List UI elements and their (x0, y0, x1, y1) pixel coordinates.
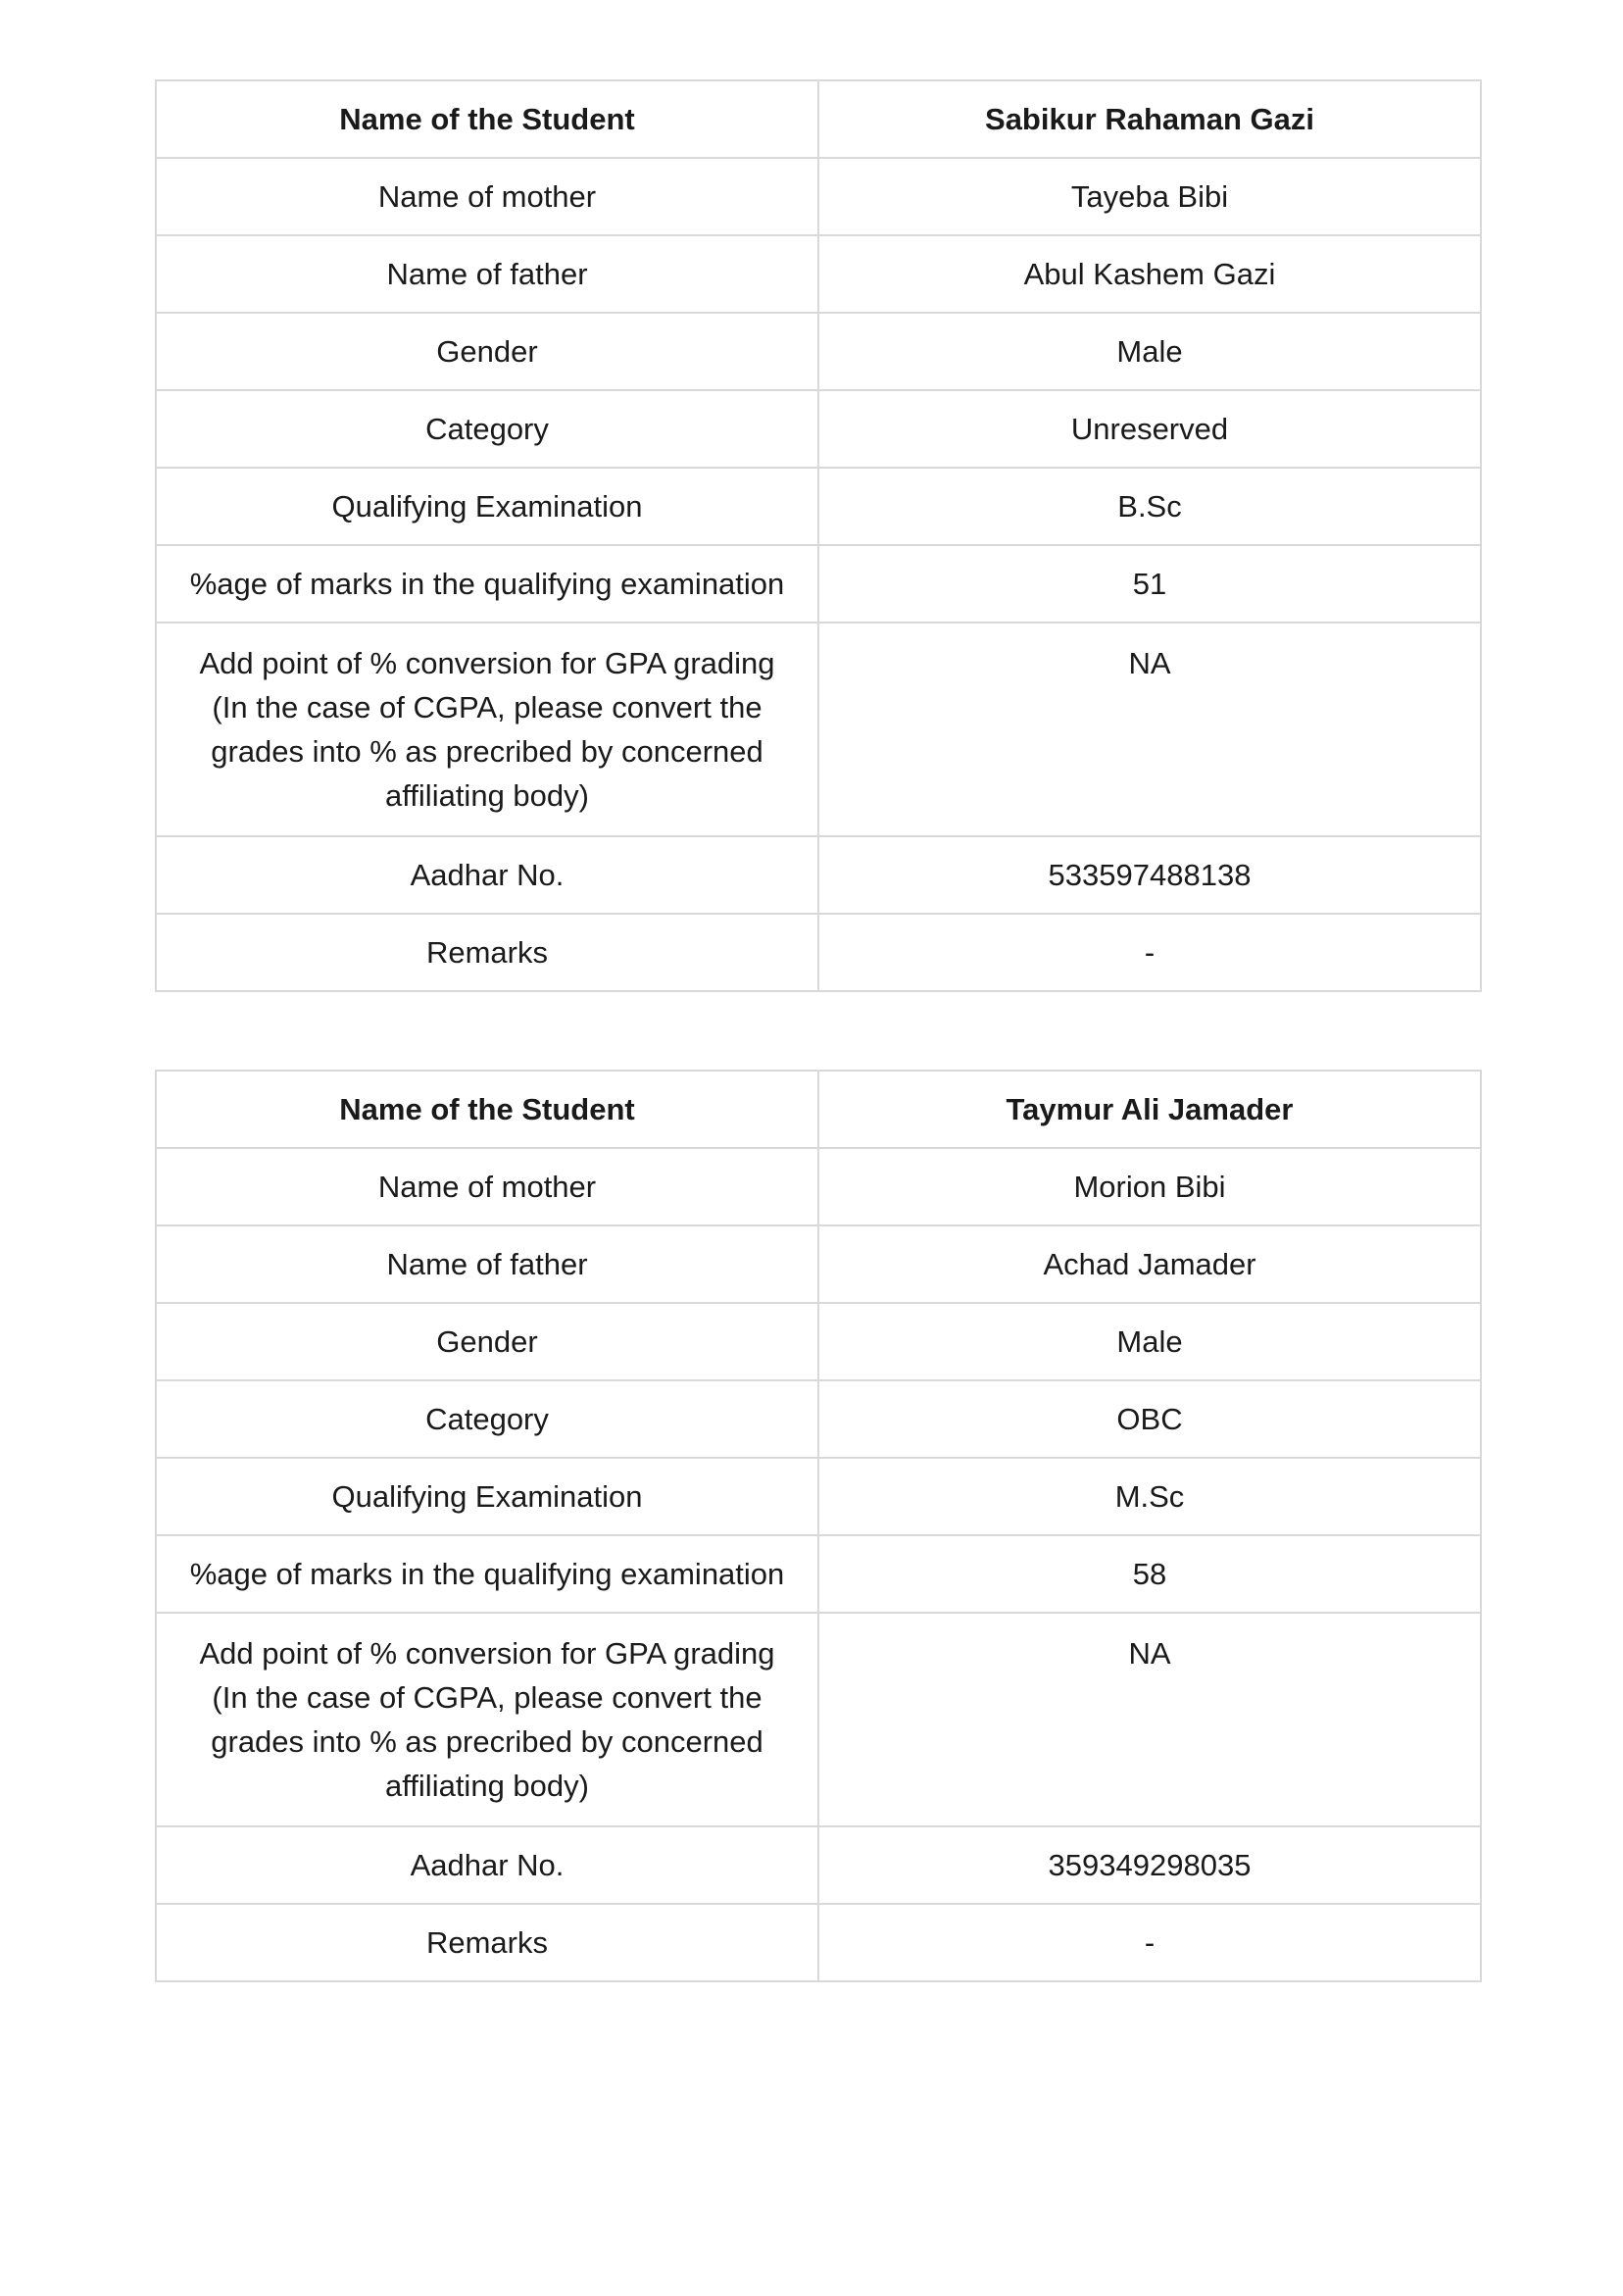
gpa-conversion-value: NA (818, 1613, 1481, 1826)
category-value: Unreserved (818, 390, 1481, 468)
table-row (156, 836, 1481, 914)
student-name-label: Name of the Student (156, 80, 818, 158)
qualifying-exam-value: M.Sc (818, 1458, 1481, 1535)
table-row (156, 1303, 1481, 1380)
mother-name-label: Name of mother (156, 158, 818, 235)
aadhar-label: Aadhar No. (156, 836, 818, 914)
table-row (156, 313, 1481, 390)
category-label: Category (156, 390, 818, 468)
father-name-label: Name of father (156, 235, 818, 313)
marks-percentage-value: 51 (818, 545, 1481, 623)
mother-name-value: Morion Bibi (818, 1148, 1481, 1225)
table-row (156, 1458, 1481, 1535)
remarks-value: - (818, 1904, 1481, 1981)
mother-name-label: Name of mother (156, 1148, 818, 1225)
category-value: OBC (818, 1380, 1481, 1458)
remarks-label: Remarks (156, 914, 818, 991)
remarks-label: Remarks (156, 1904, 818, 1981)
gender-value: Male (818, 313, 1481, 390)
table-row (156, 545, 1481, 623)
gpa-conversion-value: NA (818, 623, 1481, 836)
father-name-label: Name of father (156, 1225, 818, 1303)
gpa-conversion-label: Add point of % conversion for GPA grading (In the case of CGPA, please convert the grades into % as precribed by concerned affiliating body) (156, 1613, 818, 1826)
qualifying-exam-label: Qualifying Examination (156, 468, 818, 545)
table-row (156, 623, 1481, 836)
table-row (156, 1148, 1481, 1225)
mother-name-value: Tayeba Bibi (818, 158, 1481, 235)
father-name-value: Achad Jamader (818, 1225, 1481, 1303)
aadhar-value: 359349298035 (818, 1826, 1481, 1904)
student-name-value: Sabikur Rahaman Gazi (818, 80, 1481, 158)
remarks-value: - (818, 914, 1481, 991)
table-row (156, 1225, 1481, 1303)
qualifying-exam-value: B.Sc (818, 468, 1481, 545)
table-row (156, 1071, 1481, 1148)
table-row (156, 235, 1481, 313)
table-row (156, 1904, 1481, 1981)
gender-label: Gender (156, 1303, 818, 1380)
marks-percentage-value: 58 (818, 1535, 1481, 1613)
table-row (156, 1380, 1481, 1458)
gpa-conversion-label: Add point of % conversion for GPA grading (In the case of CGPA, please convert the grades into % as precribed by concerned affiliating body) (156, 623, 818, 836)
table-row (156, 468, 1481, 545)
table-row (156, 1535, 1481, 1613)
table-row (156, 158, 1481, 235)
marks-percentage-label: %age of marks in the qualifying examination (156, 545, 818, 623)
table-row (156, 914, 1481, 991)
table-row (156, 390, 1481, 468)
category-label: Category (156, 1380, 818, 1458)
aadhar-label: Aadhar No. (156, 1826, 818, 1904)
table-row (156, 1826, 1481, 1904)
gender-label: Gender (156, 313, 818, 390)
marks-percentage-label: %age of marks in the qualifying examination (156, 1535, 818, 1613)
aadhar-value: 533597488138 (818, 836, 1481, 914)
student-name-value: Taymur Ali Jamader (818, 1071, 1481, 1148)
student-name-label: Name of the Student (156, 1071, 818, 1148)
qualifying-exam-label: Qualifying Examination (156, 1458, 818, 1535)
gender-value: Male (818, 1303, 1481, 1380)
table-row (156, 1613, 1481, 1826)
student-record-table (155, 1070, 1482, 1982)
student-record-table (155, 79, 1482, 992)
table-row (156, 80, 1481, 158)
father-name-value: Abul Kashem Gazi (818, 235, 1481, 313)
